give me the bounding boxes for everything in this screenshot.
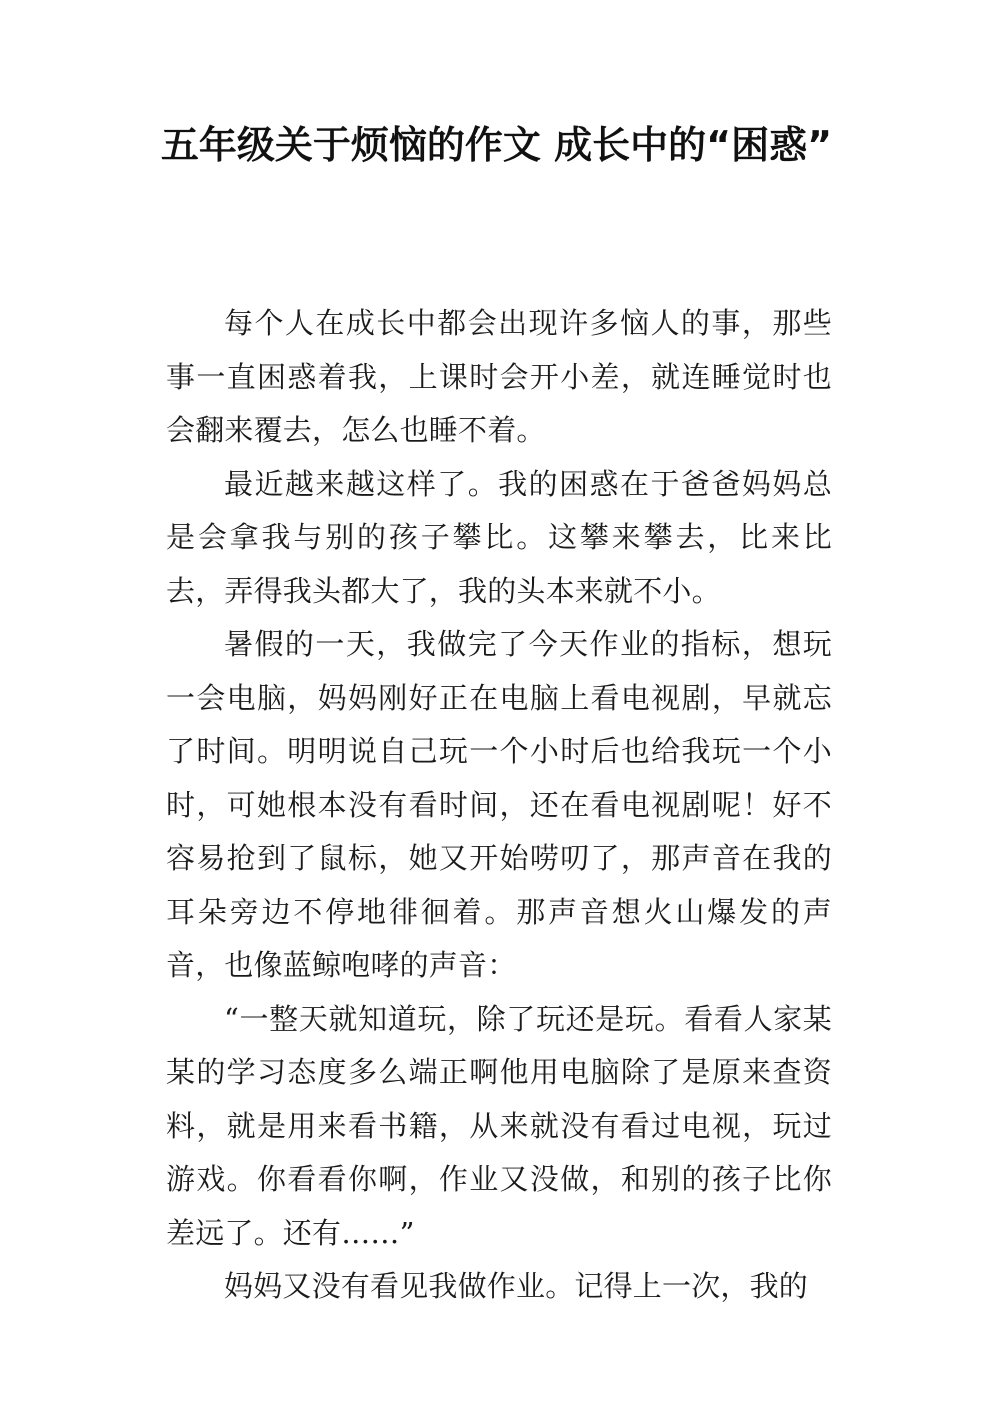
document-body xyxy=(166,297,832,1314)
document-title: 五年级关于烦恼的作文 成长中的“困惑” xyxy=(160,123,833,167)
paragraph: 每个人在成长中都会出现许多恼人的事，那些事一直困惑着我，上课时会开小差，就连睡觉时也会翻来覆去，怎么也睡不着。 xyxy=(166,306,832,447)
paragraph: 妈妈又没有看见我做作业。记得上一次，我的 xyxy=(224,1269,809,1303)
paragraph: “一整天就知道玩，除了玩还是玩。看看人家某某的学习态度多么端正啊他用电脑除了是原来查资料，就是用来看书籍，从来就没有看过电视，玩过游戏。你看看你啊，作业又没做，和别的孩子比你差远了。还有……” xyxy=(166,1001,832,1250)
paragraph: 暑假的一天，我做完了今天作业的指标，想玩一会电脑，妈妈刚好正在电脑上看电视剧，早就忘了时间。明明说自己玩一个小时后也给我玩一个小时，可她根本没有看时间，还在看电视剧呢！好不容易抢到了鼠标，她又开始唠叨了，那声音在我的耳朵旁边不停地徘徊着。那声音想火山爆发的声音，也像蓝鲸咆哮的声音： xyxy=(166,627,832,982)
paragraph: 最近越来越这样了。我的困惑在于爸爸妈妈总是会拿我与别的孩子攀比。这攀来攀去，比来比去，弄得我头都大了，我的头本来就不小。 xyxy=(166,466,832,608)
